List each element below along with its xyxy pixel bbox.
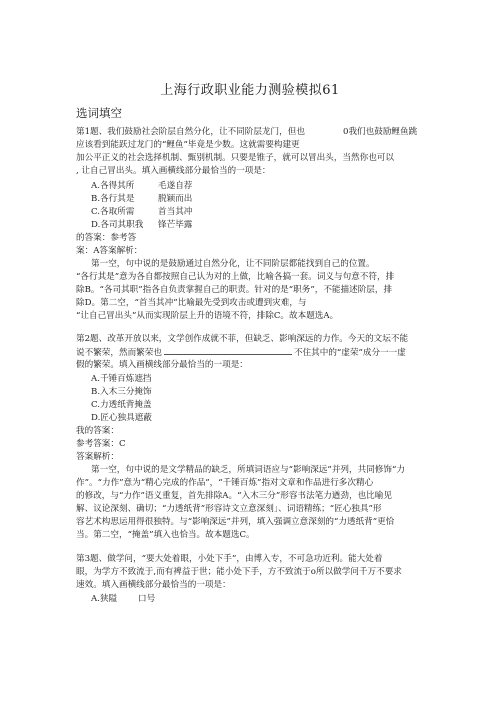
q2-stem-line-1: 第2题、改革开放以来，文学创作成就不菲，但缺乏、影响深远的力作。今天的文坛不能 <box>76 334 409 344</box>
q1-explanation-line-3: 除B。“各司其职”指各自负责掌握自己的职责。针对的是“职务”，不能描述阶层，排 <box>76 285 393 295</box>
q2-explanation-line-4: 解、议论深刻、确切；“力透纸背”形容诗文立意深刻」、词语精练；“匠心独具”形 <box>76 504 382 514</box>
q3-option-a-word2: 口号 <box>138 594 156 604</box>
page-title: 上海行政职业能力测验模拟61 <box>160 83 340 98</box>
q1-explanation-line-4: 除D。第二空，“首当其冲”比喻最先受到攻击或遭到灾难，与 <box>76 298 307 308</box>
q1-stem-line-1: 第1题、我们鼓励社会阶层自然分化，让不同阶层龙门，但也 <box>76 127 305 137</box>
q2-stem-line-2 <box>76 346 406 359</box>
q1-explanation-line-5: “让自己冒出头”从而实现阶层上升的语境不符，排除C。故本题选A。 <box>76 311 339 321</box>
q2-explanation-line-2: 作”。“力作”意为“精心完成的作品”，“千锤百炼”指对文章和作品进行多次精心 <box>76 478 374 488</box>
q1-answer-line-1: 的答案：参考答 <box>76 233 137 243</box>
q2-option-a: A.千锤百炼遮挡 <box>91 374 152 384</box>
q1-option-a-word2: 毛遂自荐 <box>158 181 193 191</box>
q1-stem-line-3: 加公平正义的社会选择机制、甄别机制。只要是锥子，就可以冒出头，当然你也可以 <box>76 153 394 163</box>
q1-explanation-line-1: 第一空，句中说的是鼓励通过自然分化，让不同阶层都能找到自己的位置。 <box>91 259 375 269</box>
q1-stem-line-1-right: 0我们也鼓励鲤鱼跳 <box>343 127 418 137</box>
q1-option-b-word2: 脱颖而出 <box>158 194 193 204</box>
q2-my-answer: 我的答案： <box>76 426 119 436</box>
q3-option-a: A.狭隘 <box>91 594 118 604</box>
q1-option-d: D.各司其职我 <box>91 220 144 230</box>
q3-stem-line-1: 第3题、做学问，“要大处着眼，小处下手”，由博入专，不可急功近利。能大处着 <box>76 554 383 564</box>
q1-explanation-line-2: “各行其是”意为各自都按照自己认为对的上做，比喻各搞一套。词义与句意不符，排 <box>76 272 395 282</box>
q2-stem-line-2-left: 说不繁荣，然而繁荣也 <box>76 348 162 358</box>
q2-fill-blank <box>164 346 292 355</box>
q1-option-d-word2: 锋芒毕露 <box>158 220 193 230</box>
q1-option-b: B.各行其是 <box>91 194 135 204</box>
q1-option-c-word2: 首当其冲 <box>158 207 193 217</box>
section-heading: 选词填空 <box>76 106 122 120</box>
q1-stem-line-2: 应该看到能跃过龙门的“鲤鱼”毕竟是少数。这就需要构建更 <box>76 140 300 150</box>
q1-option-a: A.各得其所 <box>91 181 135 191</box>
q3-stem-line-3: 速效。填入画横线部分最恰当的一项是： <box>76 580 231 590</box>
q2-stem-line-2-right: 不住其中的“虚荣”成分一一虚 <box>293 348 406 358</box>
q3-stem-line-2: 眼，为学方不致流于,而有裨益于世；能小处下手，方不致流于o所以做学问千万不要求 <box>76 567 402 577</box>
q2-analysis-label: 答案解析： <box>76 452 119 462</box>
q2-explanation-line-1: 第一空，句中说的是文学精品的缺乏，所填词语应与“影响深远”并列，共同修饰“力 <box>91 465 405 475</box>
q2-explanation-line-5: 容艺术构思运用得很独特。与“影响深远”并列，填入强调立意深刻的“力透纸背”更恰 <box>76 517 395 527</box>
q1-answer-line-2: 案：A答案解析： <box>76 246 143 256</box>
q1-option-c: C.各取所需 <box>91 207 135 217</box>
q2-stem-line-3: 假的繁荣。填入画横线部分最恰当的一项是： <box>76 360 248 370</box>
q2-explanation-line-6: 当。第二空，“掩盖”填入也恰当。故本题选C。 <box>76 530 255 540</box>
q2-explanation-line-3: 的修改，与“力作”语义重复，首先排除A。“入木三分”形容书法笔力遒劲，也比喻见 <box>76 491 392 501</box>
q2-option-d: D.匠心独具遮蔽 <box>91 413 152 423</box>
q2-reference-answer: 参考答案：C <box>76 439 126 449</box>
q2-option-b: B.入木三分掩饰 <box>91 387 152 397</box>
q1-stem-line-4: , 让自己冒出头。填入画横线部分最恰当的一项是： <box>76 166 271 176</box>
q2-option-c: C.力透纸背掩盖 <box>91 400 152 410</box>
